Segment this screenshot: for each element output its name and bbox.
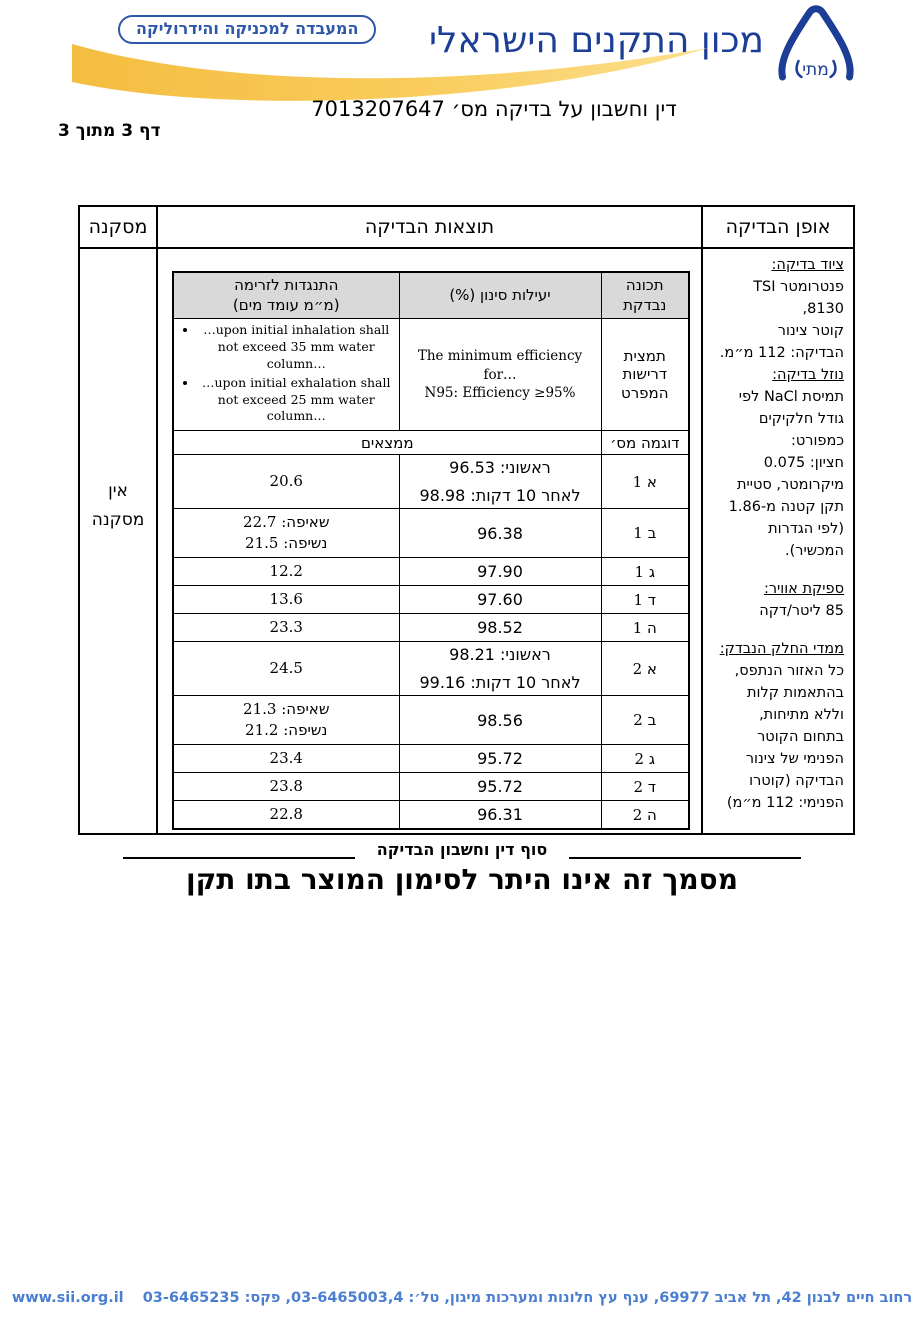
finding-row [173, 558, 689, 586]
end-of-report-row [0, 840, 924, 859]
method-line: תמיסת NaCl לפי [738, 389, 844, 405]
results-table-header [80, 207, 853, 249]
method-line: תקן קטנה מ-1.86 [728, 499, 844, 515]
resistance-cell [173, 642, 399, 696]
sample-id-cell-line: ה 1 [632, 618, 657, 637]
sample-id-cell [601, 614, 689, 642]
efficiency-cell [399, 745, 601, 773]
method-line: קוטר צינור [777, 323, 844, 339]
method-section [707, 254, 844, 364]
efficiency-cell [399, 773, 601, 801]
spec-resistance-cell [173, 319, 399, 431]
efficiency-cell [399, 696, 601, 745]
spec-resistance-item1: • …upon initial inhalation shall not exceed 35 mm water column… [198, 322, 395, 373]
footer-address: רחוב חיים לבנון 42, תל אביב 69977, ענף עץ חלונות ומערכות מיגון, טל׳: 03-6465003,4, פקס: 03-6465235 [142, 1290, 913, 1306]
spec-efficiency-line1: The minimum efficiency for… [417, 348, 583, 383]
swoosh-graphic [72, 42, 712, 114]
resistance-cell [173, 455, 399, 509]
sample-id-cell [601, 455, 689, 509]
efficiency-cell-line: 95.72 [477, 749, 523, 769]
efficiency-cell-line: 98.52 [477, 618, 523, 638]
sample-id-cell-line: ג 2 [634, 749, 655, 768]
findings-label-row [173, 431, 689, 455]
resistance-cell-line: נשיפה: 21.2 [245, 721, 328, 740]
resistance-cell-line: שאיפה: 21.3 [243, 700, 330, 719]
method-line: בהתאמות קלות [746, 685, 844, 701]
method-line: הבדיקה (קוטרו [749, 773, 844, 789]
finding-row [173, 509, 689, 558]
lab-badge: המעבדה למכניקה והידרוליקה [118, 15, 376, 44]
efficiency-cell-line: לאחר 10 דקות: 99.16 [419, 673, 581, 693]
spec-resistance-item2: • …upon initial exhalation shall not exceed 25 mm water column… [198, 375, 395, 426]
sample-id-cell-line: ה 2 [632, 805, 657, 824]
resistance-cell [173, 509, 399, 558]
method-line: המכשיר). [785, 543, 844, 559]
efficiency-cell [399, 642, 601, 696]
sample-id-cell-line: ד 2 [633, 777, 656, 796]
method-line: הפנימי של צינור [745, 751, 844, 767]
method-section [707, 364, 844, 562]
disclaimer: מסמך זה אינו היתר לסימון המוצר בתו תקן [186, 863, 738, 896]
resistance-cell [173, 586, 399, 614]
method-section-heading: ציוד בדיקה: [771, 257, 844, 273]
resistance-header-cell [173, 272, 399, 319]
property-header-cell: תכונה נבדקת [601, 272, 689, 319]
sample-label-cell: דוגמה מס׳ [601, 431, 689, 455]
resistance-cell-line: נשיפה: 21.5 [245, 534, 328, 553]
sample-id-cell-line: א 2 [632, 659, 657, 678]
sample-id-cell-line: ב 1 [633, 524, 657, 543]
efficiency-cell-line: 95.72 [477, 777, 523, 797]
efficiency-cell [399, 509, 601, 558]
footer-website-link[interactable]: www.sii.org.il [11, 1290, 124, 1306]
conclusion-text: אין מסקנה [91, 481, 145, 530]
logo-text: מתי [802, 60, 829, 80]
method-section-heading: ממדי החלק הנבדק: [719, 641, 844, 657]
findings-header-row [173, 272, 689, 319]
resistance-cell-line: 12.2 [269, 562, 303, 581]
method-line: גודל חלקיקים [758, 411, 844, 427]
finding-row [173, 801, 689, 830]
efficiency-cell-line: ראשוני: 98.21 [449, 645, 551, 665]
resistance-cell-line: 22.8 [269, 805, 303, 824]
findings-table [172, 271, 690, 830]
sample-id-cell [601, 586, 689, 614]
finding-row [173, 696, 689, 745]
efficiency-cell [399, 455, 601, 509]
method-line: וללא מתיחות, [759, 707, 844, 723]
sample-id-cell [601, 745, 689, 773]
method-section [707, 578, 844, 622]
resistance-cell-line: 23.3 [269, 618, 303, 637]
sample-id-cell [601, 509, 689, 558]
method-line: מיקרומטר, סטיית [737, 477, 844, 493]
efficiency-cell-line: 96.31 [477, 805, 523, 825]
efficiency-cell-line: ראשוני: 96.53 [449, 458, 551, 478]
efficiency-cell-line: 98.56 [477, 710, 523, 730]
report-title: דין וחשבון על בדיקה מס׳ 7013207647 [311, 97, 677, 121]
finding-row [173, 773, 689, 801]
results-column-header: תוצאות הבדיקה [156, 207, 701, 247]
method-column-header: אופן הבדיקה [701, 207, 853, 247]
resistance-cell [173, 801, 399, 830]
end-of-report-label: סוף דין וחשבון הבדיקה [376, 840, 548, 859]
method-section [707, 638, 844, 814]
efficiency-cell [399, 586, 601, 614]
resistance-header-line1: התנגדות לזרימה [234, 276, 339, 294]
method-line: הפנימי: 112 מ״מ) [726, 795, 844, 811]
resistance-cell-line: 23.4 [269, 749, 303, 768]
method-line: כל האזור הנתפס, [734, 663, 844, 679]
resistance-cell [173, 558, 399, 586]
spec-efficiency-line2: N95: Efficiency ≥95% [424, 384, 576, 401]
resistance-cell [173, 614, 399, 642]
page-indicator: דף 3 מתוך 3 [58, 121, 161, 141]
resistance-cell [173, 696, 399, 745]
end-line-rule [123, 844, 355, 859]
org-name: מכון התקנים הישראלי [428, 20, 764, 61]
spec-property-cell: תמצית דרישות המפרט [601, 319, 689, 431]
efficiency-cell-line: לאחר 10 דקות: 98.98 [419, 486, 581, 506]
resistance-cell [173, 745, 399, 773]
sample-id-cell-line: ד 1 [633, 590, 656, 609]
method-line: הבדיקה: 112 מ״מ. [719, 345, 844, 361]
conclusion-cell [80, 249, 156, 833]
efficiency-cell-line: 96.38 [477, 523, 523, 543]
finding-row [173, 642, 689, 696]
method-line: פנטרומטר TSI [753, 279, 844, 295]
efficiency-cell-line: 97.90 [477, 562, 523, 582]
finding-row [173, 586, 689, 614]
resistance-cell-line: 24.5 [269, 659, 303, 678]
resistance-header-line2: (מ״מ עומד מים) [232, 295, 340, 314]
method-section-heading: ספיקת אוויר: [763, 581, 844, 597]
method-line: כמפורט: [791, 433, 844, 449]
method-line: חציון: 0.075 [763, 455, 844, 471]
results-table [78, 205, 855, 835]
sample-id-cell-line: ב 2 [633, 711, 657, 730]
sample-id-cell-line: ג 1 [634, 562, 655, 581]
method-line: בתחום הקוטר [757, 729, 844, 745]
efficiency-header-cell: יעילות סינון (%) [399, 272, 601, 319]
spec-row [173, 319, 689, 431]
resistance-cell [173, 773, 399, 801]
sample-id-cell [601, 558, 689, 586]
method-cell [701, 249, 853, 833]
resistance-cell-line: 13.6 [269, 590, 303, 609]
method-section-heading: נוזל בדיקה: [772, 367, 844, 383]
sample-id-cell [601, 773, 689, 801]
sample-id-cell-line: א 1 [632, 472, 657, 491]
end-line-rule [569, 844, 801, 859]
sample-id-cell [601, 801, 689, 830]
findings-tbody [173, 455, 689, 830]
resistance-cell-line: 20.6 [269, 472, 303, 491]
efficiency-cell [399, 558, 601, 586]
efficiency-cell [399, 614, 601, 642]
efficiency-cell [399, 801, 601, 830]
method-line: (לפי הגדרות [768, 521, 844, 537]
sii-logo-icon [768, 3, 864, 81]
finding-row [173, 455, 689, 509]
finding-row [173, 614, 689, 642]
conclusion-column-header: מסקנה [88, 216, 148, 238]
finding-row [173, 745, 689, 773]
sample-id-cell [601, 642, 689, 696]
method-line: 8130, [802, 301, 844, 317]
spec-efficiency-cell [399, 319, 601, 431]
sample-id-cell [601, 696, 689, 745]
footer [0, 1290, 924, 1306]
findings-label-cell: ממצאים [173, 431, 601, 455]
method-sections [707, 254, 844, 814]
resistance-cell-line: 23.8 [269, 777, 303, 796]
results-cell [156, 249, 701, 833]
efficiency-cell-line: 97.60 [477, 590, 523, 610]
resistance-cell-line: שאיפה: 22.7 [243, 513, 330, 532]
method-line: 85 ליטר/דקה [759, 603, 844, 619]
